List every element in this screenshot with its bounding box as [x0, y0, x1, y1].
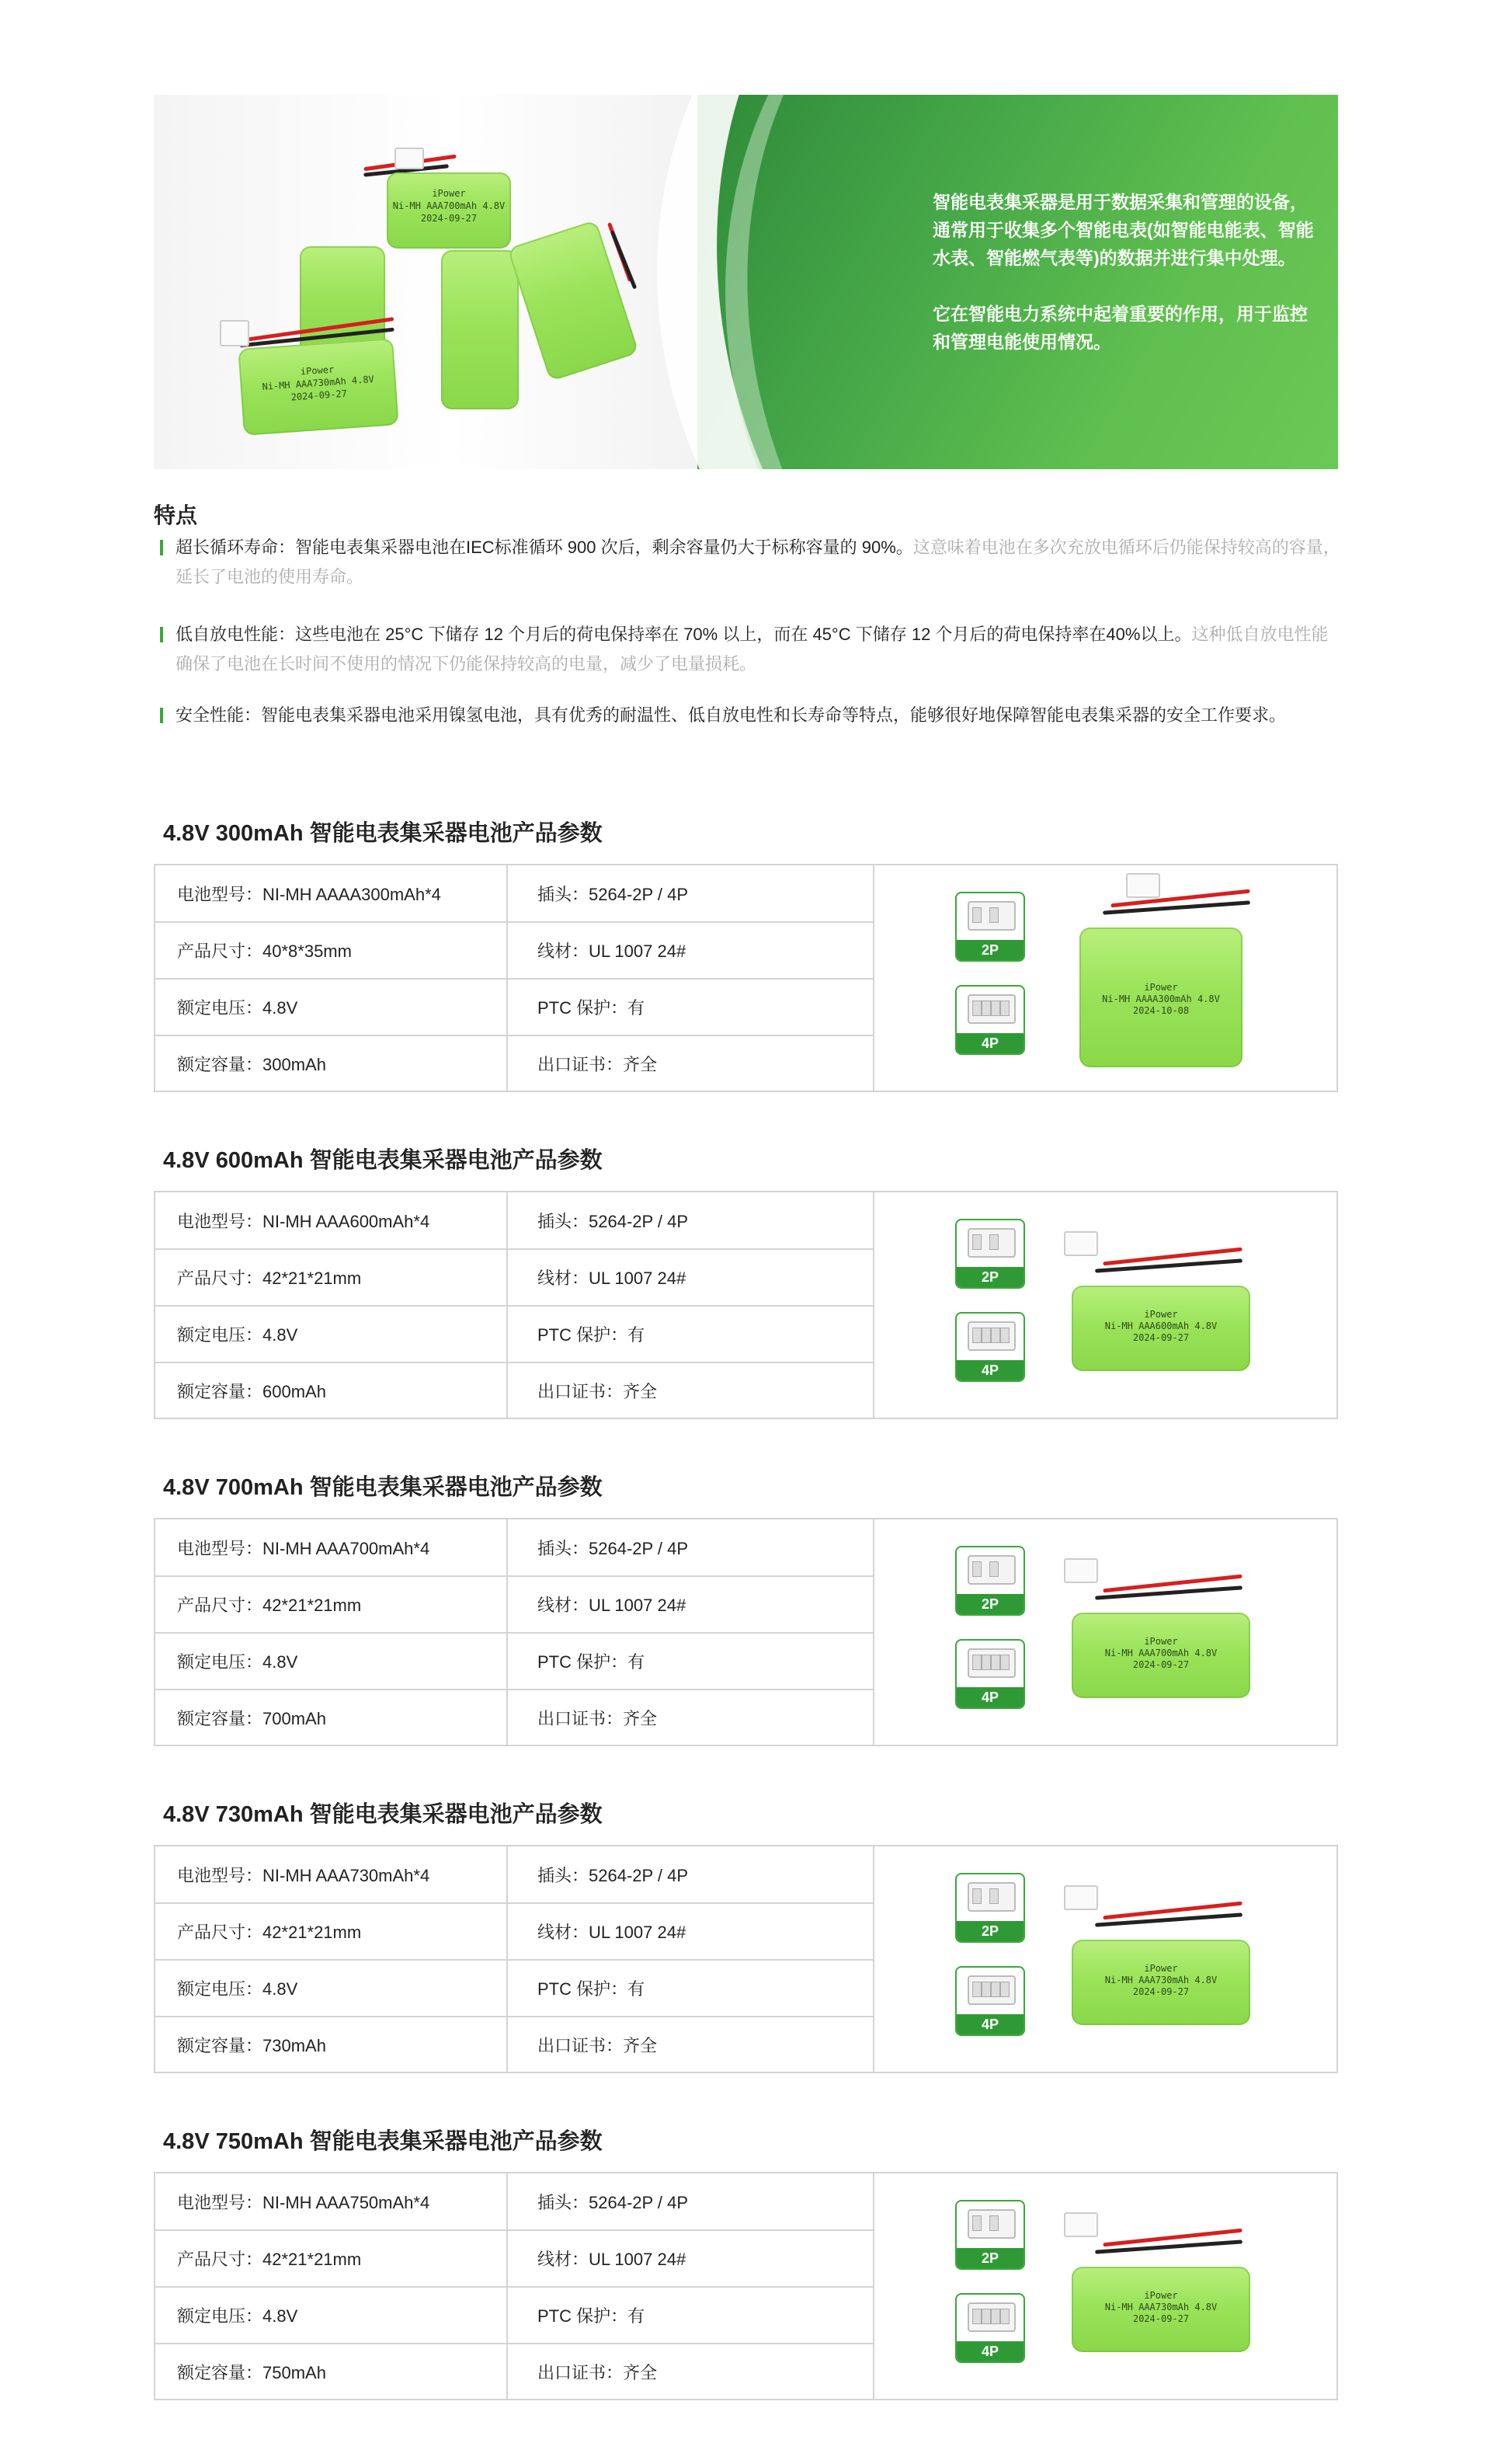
- spec-plug: 插头：5264-2P / 4P: [537, 1865, 689, 1885]
- battery-pack: [387, 172, 511, 249]
- battery-pack: [1072, 1286, 1250, 1371]
- battery-pack: [1072, 2267, 1250, 2352]
- 2p-connector-icon: [955, 1873, 1025, 1943]
- spec-voltage: 额定电压：4.8V: [177, 1651, 298, 1672]
- spec-wire: 线材：UL 1007 24#: [537, 941, 686, 961]
- feature-text: 安全性能：智能电表集采器电池采用镍氢电池，具有优秀的耐温性、低自放电性和长寿命等特点，能够很好地保障智能电表集采器的安全工作要求。: [176, 705, 1287, 725]
- connector-tag: 2P: [957, 1921, 1024, 1941]
- feature-bullet: [160, 540, 163, 555]
- product-battery-image: [1072, 1854, 1305, 2064]
- battery-date: 2024-09-27: [420, 213, 478, 224]
- hero-para-1: 智能电表集采器是用于数据采集和管理的设备，通常用于收集多个智能电表(如智能电能表、智能水表、智能燃气表等)的数据并进行集中处理。: [933, 192, 1314, 268]
- battery-label: Ni-MH AAA700mAh 4.8V: [392, 200, 506, 211]
- table-divider: [873, 865, 874, 1091]
- connector-plug: [1064, 1885, 1098, 1910]
- connector-pin: [972, 2215, 982, 2231]
- spec-capacity: 额定容量：700mAh: [177, 1708, 326, 1728]
- battery-label: Ni-MH AAA730mAh 4.8V: [1104, 1975, 1218, 1985]
- spec-wire: 线材：UL 1007 24#: [537, 1922, 686, 1942]
- spec-voltage: 额定电压：4.8V: [177, 1979, 298, 1999]
- battery-pack: [1072, 1613, 1250, 1698]
- product-title: 4.8V 730mAh 智能电表集采器电池产品参数: [163, 1802, 603, 1827]
- spec-size: 产品尺寸：40*8*35mm: [177, 941, 352, 961]
- 4p-connector-icon: [955, 985, 1025, 1055]
- product-title: 4.8V 600mAh 智能电表集采器电池产品参数: [163, 1148, 603, 1173]
- table-divider: [873, 2173, 874, 2399]
- feature-item: [160, 533, 1340, 592]
- connector-tag: 4P: [957, 2014, 1024, 2034]
- spec-cert: 出口证书：齐全: [537, 1708, 658, 1728]
- product-spec-table: [154, 1191, 1338, 1419]
- spec-model: 电池型号：NI-MH AAA700mAh*4: [177, 1538, 430, 1558]
- spec-plug: 插头：5264-2P / 4P: [537, 2192, 689, 2212]
- connector-tag: 4P: [957, 1360, 1024, 1380]
- spec-ptc: PTC 保护：有: [537, 1979, 645, 1999]
- connector-plug: [1064, 2212, 1098, 2237]
- feature-text: 超长循环寿命：智能电表集采器电池在IEC标准循环 900 次后，剩余容量仍大于标称容量的 90%。: [176, 538, 913, 557]
- 2p-connector-icon: [955, 1219, 1025, 1289]
- battery-date: 2024-09-27: [1132, 1986, 1190, 1997]
- features-title: 特点: [154, 503, 198, 527]
- battery-brand: iPower: [300, 364, 335, 378]
- 2p-connector-icon: [955, 892, 1025, 962]
- feature-text: 低自放电性能：这些电池在 25°C 下储存 12 个月后的荷电保持率在 70% 以上，而在 45°C 下储存 12 个月后的荷电保持率在40%以上。: [176, 625, 1192, 644]
- spec-ptc: PTC 保护：有: [537, 1324, 645, 1345]
- hero-description: [933, 188, 1321, 384]
- 4p-connector-icon: [955, 1966, 1025, 2036]
- product-battery-image: [1072, 1200, 1305, 1410]
- connector-pin: [982, 1655, 991, 1670]
- feature-item: [160, 701, 1340, 730]
- connector-pin: [989, 907, 999, 923]
- connector-pin: [982, 2309, 991, 2324]
- connector-tag: 4P: [957, 2341, 1024, 2361]
- spec-ptc: PTC 保护：有: [537, 1651, 645, 1672]
- connector-pin: [972, 1328, 982, 1343]
- spec-voltage: 额定电压：4.8V: [177, 1324, 298, 1345]
- spec-ptc: PTC 保护：有: [537, 2306, 645, 2326]
- 4p-connector-icon: [955, 2293, 1025, 2363]
- battery-brand: iPower: [1144, 1963, 1178, 1974]
- connector-pin: [989, 1561, 999, 1577]
- spec-voltage: 额定电压：4.8V: [177, 997, 298, 1018]
- spec-model: 电池型号：NI-MH AAA750mAh*4: [177, 2192, 430, 2212]
- connector-pin: [991, 1001, 1000, 1016]
- connector-tag: 2P: [957, 1594, 1024, 1614]
- connector-tag: 4P: [957, 1033, 1024, 1053]
- connector-pin: [972, 1888, 982, 1904]
- spec-capacity: 额定容量：730mAh: [177, 2035, 326, 2055]
- spec-cert: 出口证书：齐全: [537, 1054, 658, 1074]
- connector-tag: 2P: [957, 1267, 1024, 1287]
- spec-model: 电池型号：NI-MH AAAA300mAh*4: [177, 884, 441, 904]
- spec-size: 产品尺寸：42*21*21mm: [177, 2249, 362, 2269]
- spec-wire: 线材：UL 1007 24#: [537, 1268, 686, 1288]
- 2p-connector-icon: [955, 2200, 1025, 2270]
- connector-pin: [1000, 1001, 1010, 1016]
- table-divider: [873, 1519, 874, 1745]
- battery-pack: [238, 338, 398, 436]
- battery-brand: iPower: [1144, 982, 1178, 993]
- battery-brand: iPower: [1144, 1636, 1178, 1647]
- battery-label: Ni-MH AAA730mAh 4.8V: [262, 373, 375, 393]
- spec-capacity: 额定容量：600mAh: [177, 1381, 326, 1401]
- connector-pin: [991, 2309, 1000, 2324]
- battery-date: 2024-09-27: [1132, 1659, 1190, 1670]
- spec-size: 产品尺寸：42*21*21mm: [177, 1922, 362, 1942]
- spec-size: 产品尺寸：42*21*21mm: [177, 1268, 362, 1288]
- table-divider: [873, 1192, 874, 1418]
- connector-pin: [989, 2215, 999, 2231]
- connector-plug: [1126, 873, 1160, 898]
- product-spec-table: [154, 1845, 1338, 2073]
- 4p-connector-icon: [955, 1639, 1025, 1709]
- battery-date: 2024-09-27: [1132, 1332, 1190, 1343]
- spec-size: 产品尺寸：42*21*21mm: [177, 1595, 362, 1615]
- product-battery-image: [1072, 873, 1305, 1083]
- connector-pin: [982, 1001, 991, 1016]
- product-spec-table: [154, 864, 1338, 1092]
- connector-pin: [1000, 2309, 1010, 2324]
- spec-plug: 插头：5264-2P / 4P: [537, 1538, 689, 1558]
- hero-banner: [154, 95, 1338, 469]
- connector-plug: [1064, 1231, 1098, 1256]
- connector-plug: [220, 320, 249, 346]
- battery-brand: iPower: [1144, 2290, 1178, 2301]
- connector-pin: [972, 907, 982, 923]
- spec-plug: 插头：5264-2P / 4P: [537, 884, 689, 904]
- connector-pin: [972, 1982, 982, 1997]
- connector-pin: [991, 1982, 1000, 1997]
- feature-note: 这意味着电池在多次充放电循环后仍能保持较高的容量，延长了电池的使用寿命。: [176, 538, 1340, 586]
- connector-tag: 2P: [957, 940, 1024, 960]
- connector-pin: [1000, 1655, 1010, 1670]
- spec-cert: 出口证书：齐全: [537, 2035, 658, 2055]
- 4p-connector-icon: [955, 1312, 1025, 1382]
- battery-pack: [441, 250, 519, 409]
- spec-model: 电池型号：NI-MH AAA730mAh*4: [177, 1865, 430, 1885]
- spec-plug: 插头：5264-2P / 4P: [537, 1211, 689, 1231]
- battery-label: Ni-MH AAA700mAh 4.8V: [1104, 1648, 1218, 1658]
- product-spec-table: [154, 1518, 1338, 1746]
- battery-date: 2024-09-27: [1132, 2313, 1190, 2324]
- feature-item: [160, 620, 1340, 679]
- battery-label: Ni-MH AAA730mAh 4.8V: [1104, 2302, 1218, 2313]
- connector-pin: [982, 1328, 991, 1343]
- battery-date: 2024-10-08: [1132, 1005, 1190, 1016]
- connector-plug: [394, 148, 424, 169]
- battery-brand: iPower: [1144, 1309, 1178, 1320]
- product-title: 4.8V 300mAh 智能电表集采器电池产品参数: [163, 821, 603, 846]
- connector-pin: [989, 1888, 999, 1904]
- connector-plug: [1064, 1558, 1098, 1583]
- spec-voltage: 额定电压：4.8V: [177, 2306, 298, 2326]
- product-battery-image: [1072, 1527, 1305, 1737]
- spec-wire: 线材：UL 1007 24#: [537, 1595, 686, 1615]
- battery-brand: iPower: [432, 188, 466, 199]
- connector-pin: [972, 1234, 982, 1250]
- connector-pin: [1000, 1982, 1010, 1997]
- connector-pin: [972, 2309, 982, 2324]
- spec-ptc: PTC 保护：有: [537, 997, 645, 1018]
- spec-model: 电池型号：NI-MH AAA600mAh*4: [177, 1211, 430, 1231]
- battery-pack: [1079, 927, 1242, 1067]
- spec-cert: 出口证书：齐全: [537, 1381, 658, 1401]
- battery-label: Ni-MH AAAA300mAh 4.8V: [1102, 994, 1220, 1004]
- product-title: 4.8V 700mAh 智能电表集采器电池产品参数: [163, 1475, 603, 1500]
- connector-tag: 2P: [957, 2248, 1024, 2268]
- connector-tag: 4P: [957, 1687, 1024, 1707]
- spec-capacity: 额定容量：750mAh: [177, 2362, 326, 2382]
- connector-pin: [982, 1982, 991, 1997]
- 2p-connector-icon: [955, 1546, 1025, 1616]
- connector-pin: [972, 1655, 982, 1670]
- hero-para-2: 它在智能电力系统中起着重要的作用，用于监控和管理电能使用情况。: [933, 304, 1308, 352]
- connector-pin: [1000, 1328, 1010, 1343]
- feature-note: 这种低自放电性能确保了电池在长时间不使用的情况下仍能保持较高的电量，减少了电量损耗。: [176, 625, 1329, 673]
- connector-pin: [989, 1234, 999, 1250]
- product-battery-image: [1072, 2181, 1305, 2391]
- battery-pack: [1072, 1940, 1250, 2025]
- spec-capacity: 额定容量：300mAh: [177, 1054, 326, 1074]
- spec-wire: 线材：UL 1007 24#: [537, 2249, 686, 2269]
- feature-bullet: [160, 708, 163, 723]
- connector-pin: [991, 1328, 1000, 1343]
- spec-cert: 出口证书：齐全: [537, 2362, 658, 2382]
- table-divider: [873, 1846, 874, 2072]
- product-title: 4.8V 750mAh 智能电表集采器电池产品参数: [163, 2129, 603, 2154]
- connector-pin: [972, 1561, 982, 1577]
- connector-pin: [972, 1001, 982, 1016]
- battery-date: 2024-09-27: [290, 388, 348, 403]
- product-spec-table: [154, 2172, 1338, 2400]
- connector-pin: [991, 1655, 1000, 1670]
- feature-bullet: [160, 627, 163, 642]
- battery-label: Ni-MH AAA600mAh 4.8V: [1104, 1321, 1218, 1331]
